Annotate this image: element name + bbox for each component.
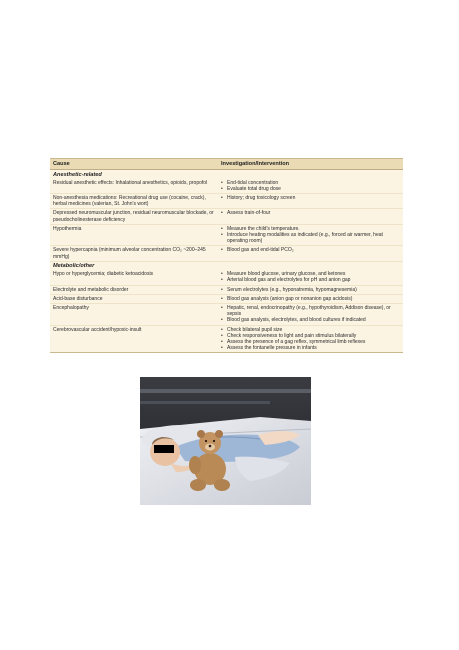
investigation-item: • Check bilateral pupil size	[221, 327, 400, 333]
header-investigation: Investigation/Intervention	[221, 161, 290, 167]
cause-cell: Hypothermia	[53, 225, 82, 232]
cause-cell: Hypo or hyperglycemia; diabetic ketoacidosis	[53, 271, 154, 278]
cause-cell: Depressed neuromuscular junction, residual neuromuscular blockade, or pseudocholinesterase deficiency	[53, 210, 214, 223]
investigation-cell	[221, 296, 400, 302]
cause-cell: Non-anesthesia medications: Recreational drug use (cocaine, crack), herbal medicines (valerian, St. John's wort)	[53, 194, 206, 208]
table-row	[50, 270, 403, 285]
investigation-item: • Serum electrolytes (e.g., hyponatremia, hypomagnesemia)	[221, 287, 400, 293]
cause-cell: Severe hypercapnia (minimum alveolar concentration CO₂ ~200–245 mmHg)	[53, 247, 206, 260]
investigation-list	[221, 296, 400, 302]
section-heading: Metabolic/other	[53, 263, 95, 270]
cause-cell: Residual anesthetic effects: Inhalational anesthetics, opioids, propofol	[53, 179, 208, 186]
investigation-item: • Introduce heating modalities as indicated (e.g., forced air warmer, heat operating room)	[221, 232, 400, 244]
investigation-cell	[221, 287, 400, 293]
investigation-list	[221, 271, 400, 283]
header-cause: Cause	[53, 161, 70, 167]
cause-cell: Electrolyte and metabolic disorder	[53, 286, 129, 293]
table-body	[50, 170, 403, 352]
causes-table	[50, 158, 403, 353]
investigation-list	[221, 180, 400, 192]
investigation-item: • Measure blood glucose, urinary glucose, and ketones	[221, 271, 400, 277]
investigation-item: • End-tidal concentration	[221, 180, 400, 186]
investigation-list	[221, 247, 400, 253]
cause-cell: Cerebrovascular accident/hypoxic-insult	[53, 326, 142, 333]
investigation-item: • Assess the presence of a gag reflex, symmetrical limb reflexes	[221, 339, 400, 345]
table-header	[50, 159, 403, 170]
investigation-list	[221, 327, 400, 352]
table-row	[50, 286, 403, 295]
table-row	[50, 295, 403, 304]
section-heading: Anesthetic-related	[53, 171, 102, 178]
patient-photo	[140, 377, 311, 505]
investigation-item: • Hepatic, renal, endocrinopathy (e.g., hypothyroidism, Addison disease), or sepsis	[221, 305, 400, 317]
investigation-list	[221, 287, 400, 293]
table-row	[50, 209, 403, 224]
investigation-item: • Measure the child's temperature.	[221, 226, 400, 232]
investigation-item: • Assess the fontanelle pressure in infants	[221, 345, 400, 351]
investigation-cell	[221, 180, 400, 192]
investigation-item: • Check responsiveness to light and pain stimulus bilaterally	[221, 333, 400, 339]
investigation-cell	[221, 271, 400, 283]
investigation-list	[221, 305, 400, 324]
investigation-item: • Blood gas analysis, electrolytes, and blood cultures if indicated	[221, 317, 400, 323]
cause-cell: Encephalopathy	[53, 305, 89, 312]
table-row	[50, 304, 403, 326]
investigation-cell	[221, 327, 400, 352]
investigation-cell	[221, 305, 400, 324]
sleeping-child-with-teddy-bear-image	[140, 377, 311, 505]
investigation-list	[221, 195, 400, 201]
investigation-item: • Arterial blood gas and electrolytes for pH and anion gap	[221, 277, 400, 283]
investigation-cell	[221, 210, 400, 222]
investigation-item: • History; drug toxicology screen	[221, 195, 400, 201]
investigation-cell	[221, 195, 400, 207]
table-row	[50, 246, 403, 261]
investigation-item: • Assess train-of-four	[221, 210, 400, 216]
table-row	[50, 225, 403, 247]
investigation-cell	[221, 247, 400, 259]
investigation-list	[221, 210, 400, 216]
investigation-cell	[221, 226, 400, 245]
table-row	[50, 179, 403, 194]
investigation-item: • Blood gas and end-tidal PCO₂	[221, 247, 400, 253]
investigation-list	[221, 226, 400, 245]
table-row	[50, 194, 403, 209]
investigation-item: • Blood gas analysis (anion gap or nonanion gap acidosis)	[221, 296, 400, 302]
table-row	[50, 326, 403, 353]
cause-cell: Acid-base disturbance	[53, 295, 103, 302]
investigation-item: • Evaluate total drug dose	[221, 186, 400, 192]
